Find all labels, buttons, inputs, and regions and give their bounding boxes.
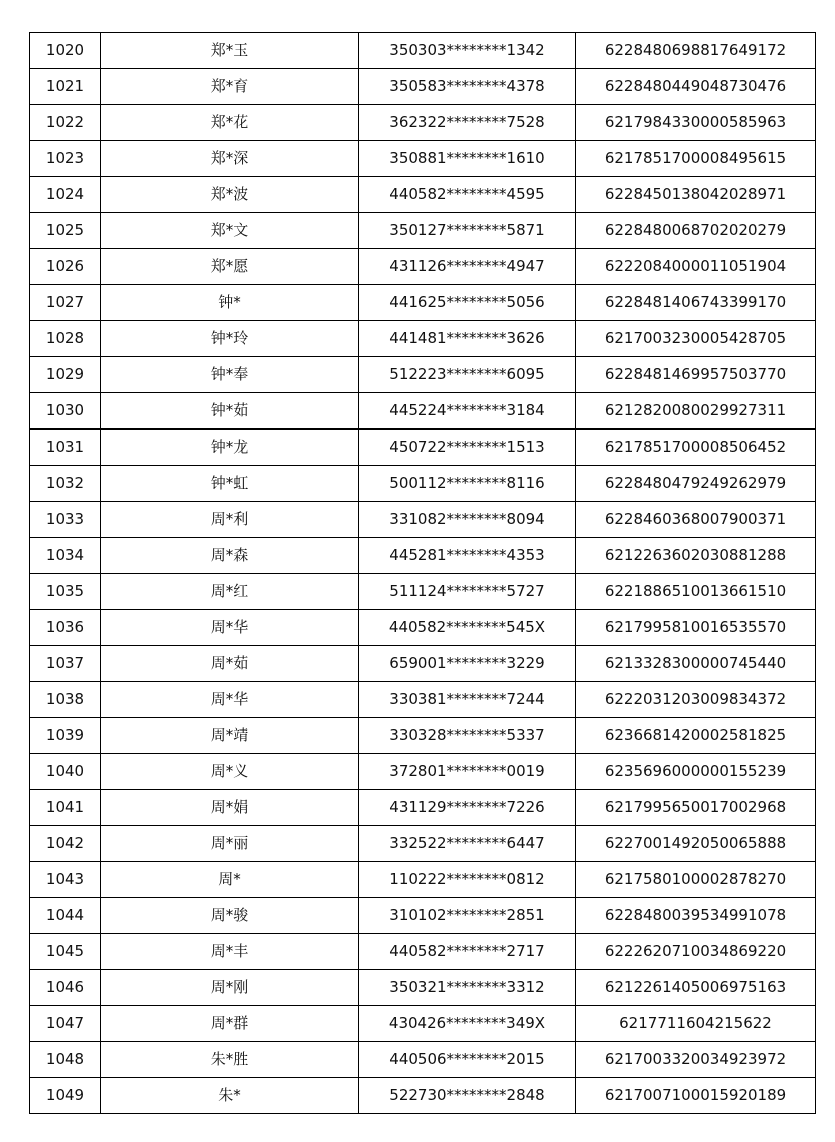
card-number-cell: 6213328300000745440 bbox=[576, 646, 816, 682]
name-cell: 周*丽 bbox=[101, 826, 359, 862]
table-body bbox=[30, 33, 816, 1114]
name-cell: 郑*育 bbox=[101, 69, 359, 105]
name-cell: 郑*深 bbox=[101, 141, 359, 177]
name-cell: 周*森 bbox=[101, 538, 359, 574]
table-row bbox=[30, 1006, 816, 1042]
row-number-cell: 1037 bbox=[30, 646, 101, 682]
name-cell: 郑*玉 bbox=[101, 33, 359, 69]
id-number-cell: 440506********2015 bbox=[359, 1042, 576, 1078]
table-row bbox=[30, 33, 816, 69]
table-row bbox=[30, 141, 816, 177]
table-row bbox=[30, 105, 816, 141]
id-number-cell: 330381********7244 bbox=[359, 682, 576, 718]
id-number-cell: 441625********5056 bbox=[359, 285, 576, 321]
table-row bbox=[30, 321, 816, 357]
card-number-cell: 6217995810016535570 bbox=[576, 610, 816, 646]
id-number-cell: 110222********0812 bbox=[359, 862, 576, 898]
row-number-cell: 1042 bbox=[30, 826, 101, 862]
table-row bbox=[30, 610, 816, 646]
card-number-cell: 6217984330000585963 bbox=[576, 105, 816, 141]
name-cell: 周*娟 bbox=[101, 790, 359, 826]
row-number-cell: 1034 bbox=[30, 538, 101, 574]
name-cell: 周*利 bbox=[101, 502, 359, 538]
id-number-cell: 330328********5337 bbox=[359, 718, 576, 754]
name-cell: 周*义 bbox=[101, 754, 359, 790]
card-number-cell: 6217003230005428705 bbox=[576, 321, 816, 357]
row-number-cell: 1047 bbox=[30, 1006, 101, 1042]
card-number-cell: 6222620710034869220 bbox=[576, 934, 816, 970]
row-number-cell: 1022 bbox=[30, 105, 101, 141]
name-cell: 周*群 bbox=[101, 1006, 359, 1042]
table-row bbox=[30, 754, 816, 790]
name-cell: 周*华 bbox=[101, 682, 359, 718]
id-number-cell: 445281********4353 bbox=[359, 538, 576, 574]
table-row bbox=[30, 646, 816, 682]
id-number-cell: 350583********4378 bbox=[359, 69, 576, 105]
name-cell: 郑*花 bbox=[101, 105, 359, 141]
id-number-cell: 659001********3229 bbox=[359, 646, 576, 682]
id-number-cell: 350321********3312 bbox=[359, 970, 576, 1006]
id-number-cell: 511124********5727 bbox=[359, 574, 576, 610]
card-number-cell: 6228480068702020279 bbox=[576, 213, 816, 249]
id-number-cell: 522730********2848 bbox=[359, 1078, 576, 1114]
table-row bbox=[30, 970, 816, 1006]
row-number-cell: 1028 bbox=[30, 321, 101, 357]
name-cell: 周*骏 bbox=[101, 898, 359, 934]
card-number-cell: 6217580100002878270 bbox=[576, 862, 816, 898]
id-number-cell: 440582********4595 bbox=[359, 177, 576, 213]
table-row bbox=[30, 898, 816, 934]
card-number-cell: 6222084000011051904 bbox=[576, 249, 816, 285]
name-cell: 周* bbox=[101, 862, 359, 898]
id-number-cell: 331082********8094 bbox=[359, 502, 576, 538]
row-number-cell: 1039 bbox=[30, 718, 101, 754]
table-row bbox=[30, 682, 816, 718]
id-number-cell: 362322********7528 bbox=[359, 105, 576, 141]
card-number-cell: 6228481406743399170 bbox=[576, 285, 816, 321]
row-number-cell: 1031 bbox=[30, 429, 101, 466]
table-row bbox=[30, 826, 816, 862]
name-cell: 周*丰 bbox=[101, 934, 359, 970]
table-row bbox=[30, 790, 816, 826]
id-number-cell: 512223********6095 bbox=[359, 357, 576, 393]
id-number-cell: 450722********1513 bbox=[359, 429, 576, 466]
table-row bbox=[30, 285, 816, 321]
name-cell: 钟* bbox=[101, 285, 359, 321]
card-number-cell: 6222031203009834372 bbox=[576, 682, 816, 718]
card-number-cell: 6217851700008495615 bbox=[576, 141, 816, 177]
id-number-cell: 500112********8116 bbox=[359, 466, 576, 502]
table-row bbox=[30, 249, 816, 285]
row-number-cell: 1041 bbox=[30, 790, 101, 826]
id-number-cell: 441481********3626 bbox=[359, 321, 576, 357]
row-number-cell: 1023 bbox=[30, 141, 101, 177]
card-number-cell: 6221886510013661510 bbox=[576, 574, 816, 610]
card-number-cell: 6228480039534991078 bbox=[576, 898, 816, 934]
row-number-cell: 1025 bbox=[30, 213, 101, 249]
table-row bbox=[30, 502, 816, 538]
table-row bbox=[30, 574, 816, 610]
card-number-cell: 6228481469957503770 bbox=[576, 357, 816, 393]
table-row bbox=[30, 1078, 816, 1114]
name-cell: 周*刚 bbox=[101, 970, 359, 1006]
table-row bbox=[30, 429, 816, 466]
row-number-cell: 1043 bbox=[30, 862, 101, 898]
id-number-cell: 440582********2717 bbox=[359, 934, 576, 970]
id-number-cell: 430426********349X bbox=[359, 1006, 576, 1042]
name-cell: 郑*文 bbox=[101, 213, 359, 249]
id-number-cell: 350127********5871 bbox=[359, 213, 576, 249]
row-number-cell: 1021 bbox=[30, 69, 101, 105]
row-number-cell: 1032 bbox=[30, 466, 101, 502]
id-number-cell: 350881********1610 bbox=[359, 141, 576, 177]
row-number-cell: 1024 bbox=[30, 177, 101, 213]
row-number-cell: 1035 bbox=[30, 574, 101, 610]
card-number-cell: 6228450138042028971 bbox=[576, 177, 816, 213]
row-number-cell: 1026 bbox=[30, 249, 101, 285]
id-number-cell: 431129********7226 bbox=[359, 790, 576, 826]
table-row bbox=[30, 862, 816, 898]
card-number-cell: 6217003320034923972 bbox=[576, 1042, 816, 1078]
name-cell: 钟*虹 bbox=[101, 466, 359, 502]
card-number-cell: 6228480449048730476 bbox=[576, 69, 816, 105]
id-number-cell: 440582********545X bbox=[359, 610, 576, 646]
card-number-cell: 6236681420002581825 bbox=[576, 718, 816, 754]
card-number-cell: 6235696000000155239 bbox=[576, 754, 816, 790]
row-number-cell: 1048 bbox=[30, 1042, 101, 1078]
table-row bbox=[30, 177, 816, 213]
card-number-cell: 6217007100015920189 bbox=[576, 1078, 816, 1114]
row-number-cell: 1038 bbox=[30, 682, 101, 718]
name-cell: 钟*玲 bbox=[101, 321, 359, 357]
name-cell: 周*茹 bbox=[101, 646, 359, 682]
card-number-cell: 6212261405006975163 bbox=[576, 970, 816, 1006]
name-cell: 郑*波 bbox=[101, 177, 359, 213]
row-number-cell: 1029 bbox=[30, 357, 101, 393]
id-number-cell: 372801********0019 bbox=[359, 754, 576, 790]
name-cell: 钟*奉 bbox=[101, 357, 359, 393]
card-number-cell: 6217995650017002968 bbox=[576, 790, 816, 826]
id-number-cell: 445224********3184 bbox=[359, 393, 576, 430]
row-number-cell: 1049 bbox=[30, 1078, 101, 1114]
card-number-cell: 6228480698817649172 bbox=[576, 33, 816, 69]
recipient-table bbox=[29, 32, 816, 1114]
card-number-cell: 6212263602030881288 bbox=[576, 538, 816, 574]
name-cell: 朱* bbox=[101, 1078, 359, 1114]
table-row bbox=[30, 934, 816, 970]
row-number-cell: 1027 bbox=[30, 285, 101, 321]
table-row bbox=[30, 1042, 816, 1078]
card-number-cell: 6217851700008506452 bbox=[576, 429, 816, 466]
table-row bbox=[30, 213, 816, 249]
row-number-cell: 1036 bbox=[30, 610, 101, 646]
card-number-cell: 6212820080029927311 bbox=[576, 393, 816, 430]
row-number-cell: 1045 bbox=[30, 934, 101, 970]
name-cell: 郑*愿 bbox=[101, 249, 359, 285]
id-number-cell: 350303********1342 bbox=[359, 33, 576, 69]
row-number-cell: 1030 bbox=[30, 393, 101, 430]
name-cell: 钟*茹 bbox=[101, 393, 359, 430]
row-number-cell: 1033 bbox=[30, 502, 101, 538]
row-number-cell: 1046 bbox=[30, 970, 101, 1006]
row-number-cell: 1020 bbox=[30, 33, 101, 69]
name-cell: 周*华 bbox=[101, 610, 359, 646]
card-number-cell: 6227001492050065888 bbox=[576, 826, 816, 862]
id-number-cell: 431126********4947 bbox=[359, 249, 576, 285]
name-cell: 钟*龙 bbox=[101, 429, 359, 466]
row-number-cell: 1044 bbox=[30, 898, 101, 934]
table-row bbox=[30, 69, 816, 105]
row-number-cell: 1040 bbox=[30, 754, 101, 790]
table-row bbox=[30, 393, 816, 430]
id-number-cell: 332522********6447 bbox=[359, 826, 576, 862]
card-number-cell: 6217711604215622 bbox=[576, 1006, 816, 1042]
table-row bbox=[30, 538, 816, 574]
card-number-cell: 6228480479249262979 bbox=[576, 466, 816, 502]
name-cell: 周*红 bbox=[101, 574, 359, 610]
card-number-cell: 6228460368007900371 bbox=[576, 502, 816, 538]
table-row bbox=[30, 357, 816, 393]
table-row bbox=[30, 466, 816, 502]
name-cell: 朱*胜 bbox=[101, 1042, 359, 1078]
name-cell: 周*靖 bbox=[101, 718, 359, 754]
table-row bbox=[30, 718, 816, 754]
id-number-cell: 310102********2851 bbox=[359, 898, 576, 934]
